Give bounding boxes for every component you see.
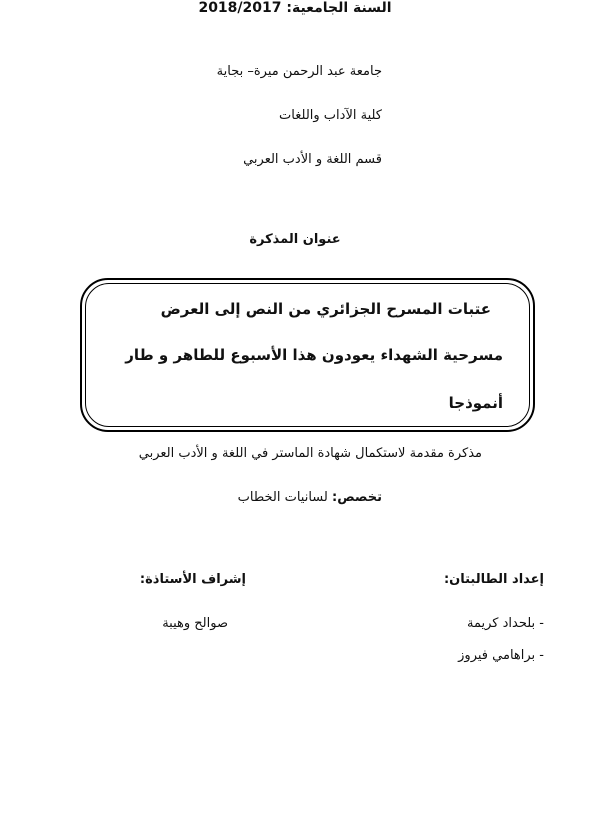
student-name-2: - براهامي فيروز [458, 648, 544, 663]
academic-year [0, 0, 590, 16]
specialization [238, 490, 382, 505]
memo-purpose: مذكرة مقدمة لاستكمال شهادة الماستر في اللغة و الأدب العربي [138, 446, 482, 461]
university-name: جامعة عبد الرحمن ميرة– بجاية [216, 64, 382, 79]
title-box [80, 278, 535, 432]
faculty-name: كلية الآداب واللغات [279, 108, 382, 123]
academic-year-value: 2018/2017 [198, 0, 282, 16]
academic-year-label: السنة الجامعية: [286, 0, 392, 16]
title-line-3: أنموذجا [448, 394, 503, 412]
title-line-2: مسرحية الشهداء يعودون هذا الأسبوع للطاهر و طار [125, 346, 503, 364]
supervision-label: إشراف الأستاذة: [139, 572, 246, 587]
student-name-1: - بلحداد كريمة [467, 616, 544, 631]
prepared-by-label: إعداد الطالبتان: [443, 572, 544, 587]
memo-title-label: عنوان المذكرة [249, 232, 341, 247]
specialization-value: لسانيات الخطاب [237, 490, 328, 505]
department-name: قسم اللغة و الأدب العربي [243, 152, 382, 167]
supervisor-name: صوالح وهيبة [162, 616, 228, 631]
specialization-label: تخصص: [332, 490, 382, 505]
title-line-1: عتبات المسرح الجزائري من النص إلى العرض [160, 300, 491, 318]
